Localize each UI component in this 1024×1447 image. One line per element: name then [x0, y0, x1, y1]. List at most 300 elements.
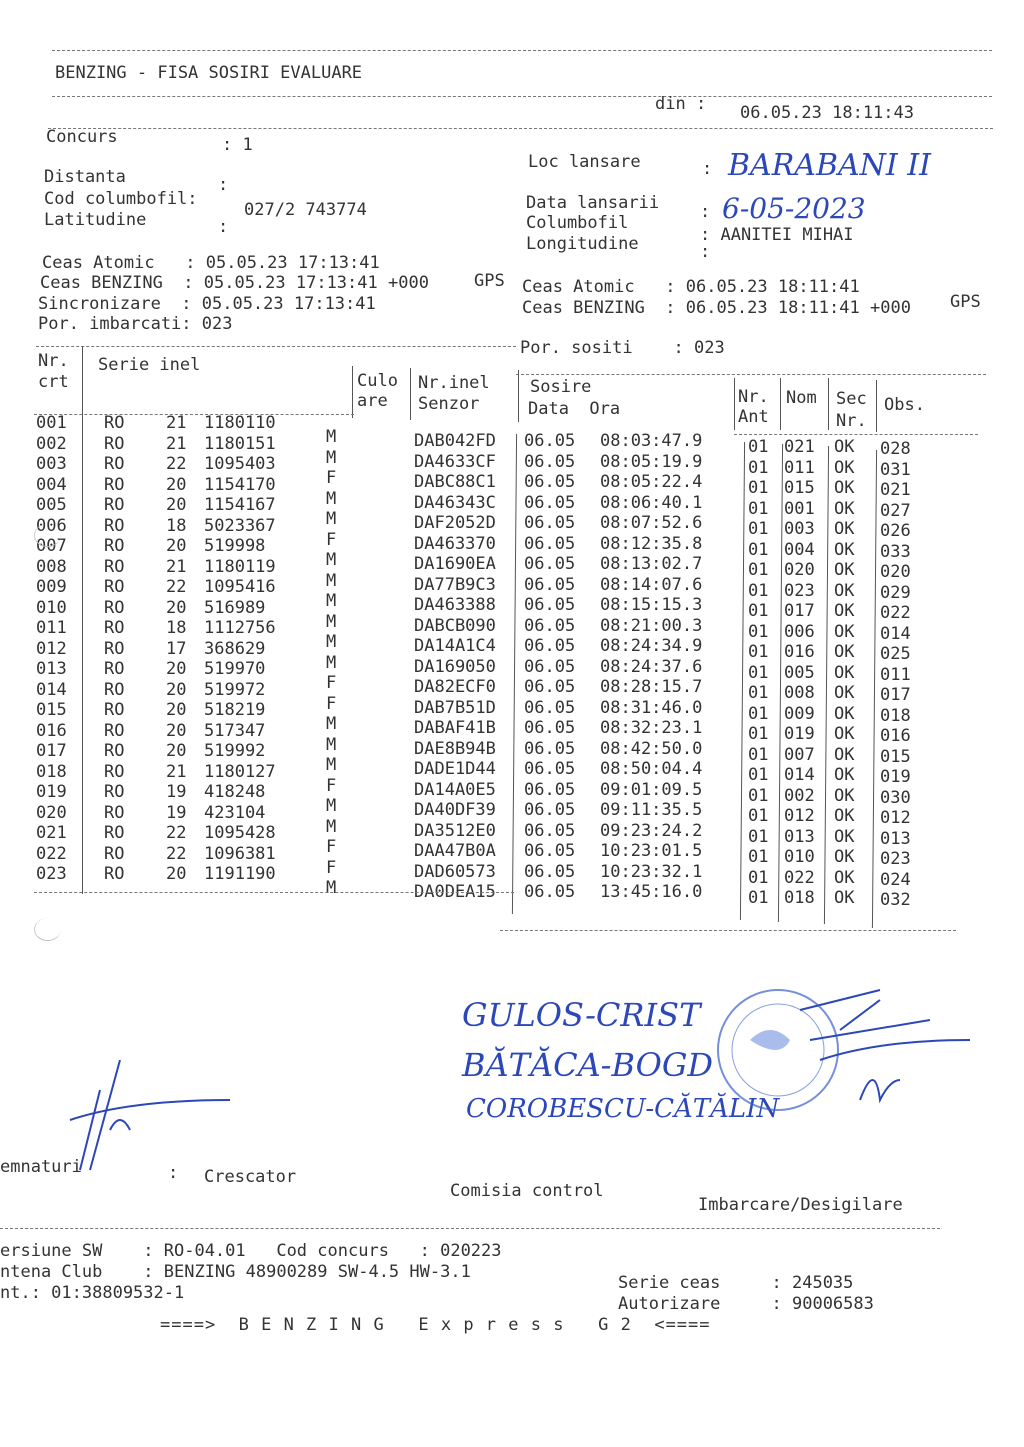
- cell-ant: 01: [748, 498, 769, 519]
- din-label: din :: [655, 94, 707, 114]
- col-sep: [82, 346, 83, 416]
- cell-ant: 01: [748, 724, 769, 744]
- cell-sex: F: [326, 673, 337, 693]
- table-row: [0, 861, 1024, 910]
- cell-obs: 021: [880, 480, 911, 500]
- cell-sex: M: [326, 570, 337, 591]
- cell-an: 20: [166, 864, 187, 884]
- cell-obs: 023: [880, 849, 911, 869]
- cell-inel: 1191190: [204, 864, 276, 884]
- cell-nom: 007: [784, 744, 815, 765]
- versiune-sw: ersiune SW : RO-04.01 Cod concurs : 020223: [0, 1241, 502, 1261]
- cell-tara: RO: [104, 454, 125, 474]
- cell-obs: 031: [880, 459, 911, 480]
- cell-sec: OK: [834, 601, 855, 621]
- cell-ant: 01: [748, 744, 769, 765]
- cell-obs: 028: [880, 439, 911, 459]
- cell-senzor: DA1690EA: [414, 554, 496, 574]
- cell-nom: 005: [784, 662, 815, 683]
- cell-nom: 022: [784, 867, 815, 888]
- cell-obs: 029: [880, 582, 911, 603]
- cell-an: 20: [166, 659, 187, 679]
- cell-tara: RO: [104, 433, 125, 454]
- cell-senzor: DA82ECF0: [414, 677, 496, 697]
- cell-data: 06.05: [524, 861, 576, 882]
- cell-inel: 518219: [204, 700, 266, 720]
- cell-nom: 018: [784, 888, 815, 908]
- cell-nr: 003: [36, 454, 67, 474]
- cell-data: 06.05: [524, 882, 576, 902]
- cell-sec: OK: [834, 580, 855, 601]
- cell-sec: OK: [834, 621, 855, 642]
- cell-sec: OK: [834, 785, 855, 806]
- cell-ant: 01: [748, 580, 769, 601]
- hdr-nr: Nr.: [38, 351, 69, 371]
- cell-nr: 021: [36, 823, 67, 843]
- cell-data: 06.05: [524, 472, 576, 492]
- cell-tara: RO: [104, 802, 125, 823]
- cell-data: 06.05: [524, 595, 576, 615]
- cell-ant: 01: [748, 601, 769, 621]
- cell-inel: 1095416: [204, 577, 276, 597]
- cell-senzor: DAE8B94B: [414, 738, 496, 759]
- right-ceas-benzing: Ceas BENZING : 06.05.23 18:11:41 +000: [522, 298, 911, 318]
- cell-senzor: DA169050: [414, 656, 496, 677]
- cell-nom: 002: [784, 785, 815, 806]
- cell-ora: 08:14:07.6: [600, 574, 703, 595]
- cell-sec: OK: [834, 478, 855, 498]
- cell-tara: RO: [104, 843, 125, 864]
- cell-sex: M: [326, 734, 337, 755]
- cell-obs: 022: [880, 603, 911, 623]
- cell-nr: 014: [36, 679, 67, 700]
- cod-columbofil-label: Cod columbofil:: [44, 189, 198, 209]
- cod-columbofil-value: 027/2 743774: [244, 200, 367, 220]
- cell-nom: 011: [784, 457, 815, 478]
- cell-sex: F: [326, 693, 337, 714]
- cell-data: 06.05: [524, 533, 576, 554]
- cell-nom: 014: [784, 765, 815, 785]
- cell-nr: 006: [36, 515, 67, 536]
- cell-data: 06.05: [524, 718, 576, 738]
- longitudine-label: Longitudine: [526, 234, 639, 254]
- cell-obs: 024: [880, 869, 911, 890]
- comisia-control-label: Comisia control: [450, 1181, 604, 1201]
- cell-tara: RO: [104, 659, 125, 679]
- cell-sex: F: [326, 529, 337, 550]
- cell-obs: 026: [880, 521, 911, 541]
- hdr-culo: Culo: [357, 371, 398, 391]
- cell-ant: 01: [748, 457, 769, 478]
- table-top-rule-right: [516, 374, 986, 375]
- cell-senzor: DA463388: [414, 595, 496, 615]
- cell-sec: OK: [834, 662, 855, 683]
- distanta-value: :: [218, 175, 229, 195]
- cell-sec: OK: [834, 683, 855, 703]
- top-rule: [52, 50, 992, 51]
- cell-nom: 006: [784, 621, 815, 642]
- cell-senzor: DABC88C1: [414, 472, 496, 492]
- cell-sex: F: [326, 837, 337, 857]
- cell-sex: M: [326, 550, 337, 570]
- loc-lansare-handwritten: BARABANI II: [728, 148, 932, 183]
- cell-obs: 027: [880, 500, 911, 521]
- cell-senzor: DAD60573: [414, 861, 496, 882]
- hdr-nr-ant-2: Ant: [738, 407, 769, 427]
- cell-ant: 01: [748, 539, 769, 560]
- cell-senzor: DABAF41B: [414, 718, 496, 738]
- cell-ant: 01: [748, 621, 769, 642]
- cell-ora: 10:23:01.5: [600, 841, 703, 861]
- handwritten-name-1: GULOS-CRIST: [462, 996, 701, 1034]
- hdr-sec-2: Nr.: [836, 411, 867, 431]
- cell-ora: 08:06:40.1: [600, 492, 703, 513]
- cell-ant: 01: [748, 703, 769, 724]
- handwritten-name-3: COROBESCU-CĂTĂLIN: [466, 1094, 780, 1124]
- cell-ant: 01: [748, 642, 769, 662]
- cell-inel: 1180119: [204, 556, 276, 577]
- cell-ora: 08:42:50.0: [600, 738, 703, 759]
- form-title: BENZING - FISA SOSIRI EVALUARE: [55, 63, 363, 83]
- cell-senzor: DAA47B0A: [414, 841, 496, 861]
- cell-an: 20: [166, 474, 187, 495]
- cell-sex: M: [326, 632, 337, 652]
- header-rule-2: [48, 128, 993, 129]
- cell-ant: 01: [748, 519, 769, 539]
- cell-sex: M: [326, 816, 337, 837]
- cell-sec: OK: [834, 826, 855, 847]
- cell-senzor: DADE1D44: [414, 759, 496, 779]
- cell-nr: 022: [36, 843, 67, 864]
- nt-number: nt.: 01:38809532-1: [0, 1283, 185, 1303]
- cell-nr: 012: [36, 638, 67, 659]
- cell-inel: 5023367: [204, 515, 276, 536]
- cell-tara: RO: [104, 864, 125, 884]
- cell-nom: 009: [784, 703, 815, 724]
- cell-ant: 01: [748, 683, 769, 703]
- cell-an: 21: [166, 556, 187, 577]
- left-sincronizare: Sincronizare : 05.05.23 17:13:41: [38, 294, 376, 314]
- cell-ant: 01: [748, 826, 769, 847]
- cell-ora: 09:11:35.5: [600, 800, 703, 820]
- cell-data: 06.05: [524, 677, 576, 697]
- cell-an: 20: [166, 720, 187, 741]
- cell-inel: 1180127: [204, 761, 276, 782]
- cell-sec: OK: [834, 744, 855, 765]
- cell-tara: RO: [104, 597, 125, 618]
- loc-lansare-colon: :: [702, 159, 713, 179]
- handwritten-name-2: BĂTĂCA-BOGD: [462, 1046, 714, 1084]
- cell-sex: F: [326, 468, 337, 488]
- cell-tara: RO: [104, 761, 125, 782]
- cell-sex: M: [326, 447, 337, 468]
- col-sep: [410, 368, 411, 420]
- cell-inel: 1154167: [204, 495, 276, 515]
- cell-inel: 519972: [204, 679, 266, 700]
- cell-ora: 08:31:46.0: [600, 697, 703, 718]
- cell-sec: OK: [834, 437, 855, 457]
- imbarcare-label: Imbarcare/Desigilare: [698, 1195, 903, 1215]
- table-bottom-rule-right: [500, 930, 956, 931]
- cell-obs: 012: [880, 808, 911, 828]
- cell-ora: 09:23:24.2: [600, 820, 703, 841]
- cell-ora: 08:21:00.3: [600, 615, 703, 636]
- cell-an: 22: [166, 843, 187, 864]
- right-gps: GPS: [950, 292, 981, 312]
- cell-tara: RO: [104, 515, 125, 536]
- cell-nr: 002: [36, 433, 67, 454]
- cell-nom: 012: [784, 806, 815, 826]
- left-ceas-atomic: Ceas Atomic : 05.05.23 17:13:41: [42, 253, 380, 273]
- cell-tara: RO: [104, 536, 125, 556]
- cell-nr: 018: [36, 761, 67, 782]
- concurs-value: : 1: [222, 135, 253, 155]
- cell-ora: 08:50:04.4: [600, 759, 703, 779]
- cell-ant: 01: [748, 785, 769, 806]
- cell-ora: 08:24:34.9: [600, 636, 703, 656]
- cell-sec: OK: [834, 519, 855, 539]
- cell-nr: 015: [36, 700, 67, 720]
- cell-tara: RO: [104, 823, 125, 843]
- cell-ora: 09:01:09.5: [600, 779, 703, 800]
- cell-nom: 010: [784, 847, 815, 867]
- cell-senzor: DA0DEA15: [414, 882, 496, 902]
- cell-ora: 08:03:47.9: [600, 431, 703, 451]
- cell-sex: M: [326, 488, 337, 509]
- cell-inel: 1154170: [204, 474, 276, 495]
- cell-obs: 013: [880, 828, 911, 849]
- cell-ora: 10:23:32.1: [600, 861, 703, 882]
- distanta-label: Distanta: [44, 167, 126, 187]
- benzing-express-banner: ====> B E N Z I N G E x p r e s s G 2 <====: [160, 1315, 711, 1335]
- cell-ant: 01: [748, 806, 769, 826]
- cell-inel: 1095403: [204, 454, 276, 474]
- hdr-sosire: Sosire: [530, 377, 592, 397]
- cell-an: 21: [166, 413, 187, 433]
- cell-senzor: DA14A1C4: [414, 636, 496, 656]
- cell-nr: 010: [36, 597, 67, 618]
- latitudine-label: Latitudine: [44, 210, 147, 230]
- cell-sec: OK: [834, 703, 855, 724]
- cell-nr: 008: [36, 556, 67, 577]
- cell-sex: M: [326, 878, 337, 898]
- hdr-sec-1: Sec: [836, 389, 867, 409]
- cell-nom: 016: [784, 642, 815, 662]
- cell-nom: 013: [784, 826, 815, 847]
- cell-obs: 014: [880, 623, 911, 644]
- autorizare: Autorizare : 90006583: [618, 1294, 874, 1314]
- cell-nom: 001: [784, 498, 815, 519]
- cell-data: 06.05: [524, 759, 576, 779]
- cell-nr: 009: [36, 577, 67, 597]
- cell-ant: 01: [748, 847, 769, 867]
- data-lansarii-label: Data lansarii: [526, 193, 660, 213]
- cell-nom: 020: [784, 560, 815, 580]
- cell-obs: 018: [880, 705, 911, 726]
- cell-obs: 016: [880, 726, 911, 746]
- cell-nr: 019: [36, 782, 67, 802]
- crescator-label: Crescator: [204, 1167, 297, 1187]
- cell-tara: RO: [104, 700, 125, 720]
- cell-an: 21: [166, 433, 187, 454]
- cell-ora: 08:05:19.9: [600, 451, 703, 472]
- cell-obs: 017: [880, 685, 911, 705]
- cell-ant: 01: [748, 478, 769, 498]
- cell-sec: OK: [834, 847, 855, 867]
- punch-hole: [34, 918, 61, 941]
- header-rule: [52, 96, 992, 97]
- longitudine-value: :: [700, 242, 711, 262]
- punch-hole: [34, 524, 61, 547]
- cell-tara: RO: [104, 638, 125, 659]
- cell-an: 17: [166, 638, 187, 659]
- cell-senzor: DAB7B51D: [414, 697, 496, 718]
- cell-sex: M: [326, 509, 337, 529]
- cell-sec: OK: [834, 498, 855, 519]
- cell-tara: RO: [104, 495, 125, 515]
- hdr-nrinel: Nr.inel: [418, 373, 490, 393]
- cell-inel: 423104: [204, 802, 266, 823]
- cell-sec: OK: [834, 457, 855, 478]
- cell-senzor: DAF2052D: [414, 513, 496, 533]
- cell-sec: OK: [834, 867, 855, 888]
- latitudine-value: :: [218, 217, 229, 237]
- cell-ant: 01: [748, 437, 769, 457]
- right-sositi: Por. sositi : 023: [520, 338, 725, 358]
- cell-sec: OK: [834, 888, 855, 908]
- columbofil-value: : AANITEI MIHAI: [700, 225, 854, 245]
- cell-sex: M: [326, 755, 337, 775]
- hdr-data-ora: Data Ora: [528, 399, 621, 419]
- cell-sec: OK: [834, 765, 855, 785]
- concurs-label: Concurs: [46, 127, 118, 147]
- hdr-obs: Obs.: [884, 395, 925, 415]
- cell-ant: 01: [748, 560, 769, 580]
- loc-lansare-label: Loc lansare: [528, 152, 641, 172]
- cell-senzor: DAB042FD: [414, 431, 496, 451]
- cell-nom: 008: [784, 683, 815, 703]
- cell-sec: OK: [834, 642, 855, 662]
- cell-data: 06.05: [524, 574, 576, 595]
- cell-nr: 001: [36, 413, 67, 433]
- cell-nom: 015: [784, 478, 815, 498]
- din-value: 06.05.23 18:11:43: [740, 103, 914, 123]
- col-sep: [352, 366, 353, 418]
- cell-tara: RO: [104, 741, 125, 761]
- cell-ora: 13:45:16.0: [600, 882, 703, 902]
- cell-nr: 016: [36, 720, 67, 741]
- hdr-nr-ant-1: Nr.: [738, 387, 769, 407]
- cell-nr: 007: [36, 536, 67, 556]
- cell-data: 06.05: [524, 513, 576, 533]
- cell-sex: M: [326, 427, 337, 447]
- cell-an: 18: [166, 618, 187, 638]
- cell-nom: 023: [784, 580, 815, 601]
- cell-ant: 01: [748, 765, 769, 785]
- cell-senzor: DA40DF39: [414, 800, 496, 820]
- hdr-serie: Serie inel: [98, 355, 201, 375]
- cell-obs: 015: [880, 746, 911, 767]
- cell-inel: 418248: [204, 782, 266, 802]
- cell-sex: M: [326, 652, 337, 673]
- cell-sec: OK: [834, 539, 855, 560]
- cell-obs: 033: [880, 541, 911, 562]
- cell-ora: 08:28:15.7: [600, 677, 703, 697]
- cell-data: 06.05: [524, 841, 576, 861]
- cell-sec: OK: [834, 806, 855, 826]
- cell-an: 20: [166, 495, 187, 515]
- cell-nr: 011: [36, 618, 67, 638]
- cell-data: 06.05: [524, 431, 576, 451]
- table-top-rule: [36, 346, 516, 347]
- cell-an: 20: [166, 679, 187, 700]
- cell-nr: 005: [36, 495, 67, 515]
- semnaturi-label: emnaturi: [0, 1157, 82, 1177]
- cell-senzor: DA4633CF: [414, 451, 496, 472]
- cell-an: 18: [166, 515, 187, 536]
- cell-sex: M: [326, 611, 337, 632]
- data-lansarii-handwritten: 6-05-2023: [722, 192, 866, 225]
- hdr-crt: crt: [38, 372, 69, 392]
- cell-obs: 011: [880, 664, 911, 685]
- cell-an: 19: [166, 782, 187, 802]
- cell-sex: F: [326, 775, 337, 796]
- cell-senzor: DABCB090: [414, 615, 496, 636]
- cell-data: 06.05: [524, 738, 576, 759]
- cell-sex: M: [326, 796, 337, 816]
- cell-ora: 08:12:35.8: [600, 533, 703, 554]
- cell-inel: 519970: [204, 659, 266, 679]
- cell-an: 20: [166, 597, 187, 618]
- cell-an: 22: [166, 454, 187, 474]
- cell-nr: 020: [36, 802, 67, 823]
- cell-obs: 030: [880, 787, 911, 808]
- cell-data: 06.05: [524, 820, 576, 841]
- cell-data: 06.05: [524, 492, 576, 513]
- cell-tara: RO: [104, 556, 125, 577]
- cell-an: 20: [166, 741, 187, 761]
- cell-sex: M: [326, 591, 337, 611]
- cell-obs: 032: [880, 890, 911, 910]
- data-lansarii-colon: :: [700, 202, 711, 222]
- cell-data: 06.05: [524, 636, 576, 656]
- cell-sec: OK: [834, 560, 855, 580]
- cell-tara: RO: [104, 720, 125, 741]
- cell-tara: RO: [104, 782, 125, 802]
- cell-ora: 08:15:15.3: [600, 595, 703, 615]
- cell-nom: 003: [784, 519, 815, 539]
- cell-data: 06.05: [524, 615, 576, 636]
- cell-inel: 368629: [204, 638, 266, 659]
- cell-ora: 08:32:23.1: [600, 718, 703, 738]
- cell-an: 22: [166, 823, 187, 843]
- cell-an: 19: [166, 802, 187, 823]
- cell-ora: 08:07:52.6: [600, 513, 703, 533]
- cell-inel: 517347: [204, 720, 266, 741]
- table-bottom-rule: [34, 892, 514, 893]
- hdr-senzor: Senzor: [418, 394, 480, 414]
- cell-ora: 08:24:37.6: [600, 656, 703, 677]
- cell-data: 06.05: [524, 800, 576, 820]
- cell-nr: 013: [36, 659, 67, 679]
- left-gps: GPS: [474, 271, 505, 291]
- cell-data: 06.05: [524, 779, 576, 800]
- cell-nom: 019: [784, 724, 815, 744]
- cell-ant: 01: [748, 662, 769, 683]
- cell-senzor: DA463370: [414, 533, 496, 554]
- cell-data: 06.05: [524, 697, 576, 718]
- hdr-nom: Nom: [786, 388, 817, 408]
